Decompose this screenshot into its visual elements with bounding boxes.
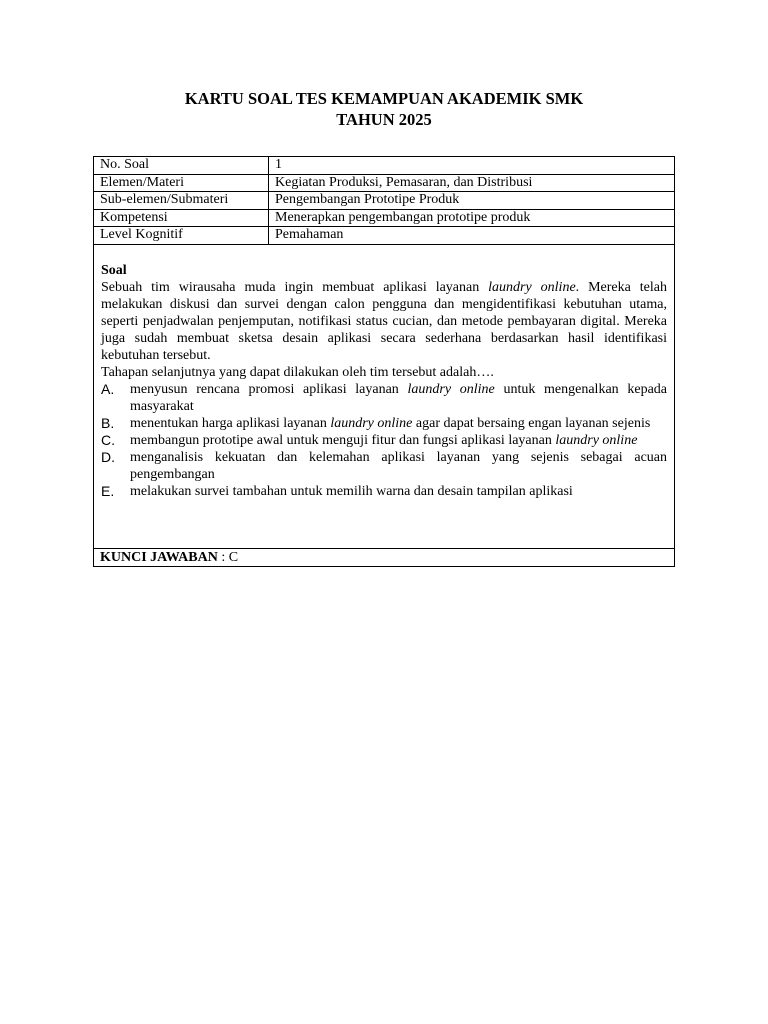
- option-text: agar dapat bersaing engan layanan sejenis: [412, 416, 651, 431]
- meta-label: Elemen/Materi: [94, 174, 269, 192]
- option-letter: E.: [101, 483, 115, 499]
- option-letter: D.: [101, 449, 115, 465]
- option-b: [101, 415, 667, 432]
- question-prompt: Tahapan selanjutnya yang dapat dilakukan oleh tim tersebut adalah….: [101, 365, 494, 380]
- answer-key-label: KUNCI JAWABAN: [100, 550, 218, 565]
- question-meta-table: [93, 156, 675, 245]
- option-letter: B.: [101, 415, 115, 431]
- option-letter: C.: [101, 432, 115, 448]
- meta-row-sub-elemen: [94, 192, 675, 210]
- meta-row-kompetensi: [94, 209, 675, 227]
- answer-key-value: C: [228, 550, 239, 565]
- meta-row-level-kognitif: [94, 227, 675, 245]
- meta-value: 1: [269, 157, 675, 175]
- meta-value: Pemahaman: [269, 227, 675, 245]
- meta-label: Sub-elemen/Submateri: [94, 192, 269, 210]
- option-c: [101, 432, 667, 449]
- answer-key-row: [93, 548, 675, 567]
- option-d: [101, 449, 667, 483]
- answer-key-separator: :: [217, 550, 229, 565]
- meta-label: Kompetensi: [94, 209, 269, 227]
- option-letter: A.: [101, 381, 115, 397]
- meta-label: Level Kognitif: [94, 227, 269, 245]
- title-line-1: KARTU SOAL TES KEMAMPUAN AKADEMIK SMK: [184, 89, 584, 108]
- question-stem: [101, 279, 667, 364]
- option-a: [101, 381, 667, 415]
- option-text: membangun prototipe awal untuk menguji fitur dan fungsi aplikasi layanan: [130, 433, 556, 448]
- meta-value: Kegiatan Produksi, Pemasaran, dan Distribusi: [269, 174, 675, 192]
- question-box: [93, 244, 675, 549]
- option-italic-term: laundry online: [330, 416, 413, 431]
- stem-text: . Mereka telah melakukan diskusi dan survei dengan calon pengguna dan mengidentifikasi kebutuhan utama, seperti penjadwalan penjemputan, notifikasi status cucian, dan metode pembayaran digital. Mereka juga sudah membuat sketsa desain aplikasi secara sederhana berdasarkan hasil identifikasi kebutuhan tersebut.: [101, 280, 667, 363]
- stem-italic-term: laundry online: [488, 280, 576, 295]
- option-e: [101, 483, 667, 500]
- meta-row-elemen: [94, 174, 675, 192]
- option-text: untuk mengenalkan kepada masyarakat: [130, 382, 667, 414]
- title-line-2: TAHUN 2025: [336, 110, 432, 129]
- document-title: [0, 88, 768, 130]
- option-text: menganalisis kekuatan dan kelemahan aplikasi layanan yang sejenis sebagai acuan pengembangan: [130, 450, 667, 482]
- option-text: menentukan harga aplikasi layanan: [130, 416, 331, 431]
- meta-value: Pengembangan Prototipe Produk: [269, 192, 675, 210]
- meta-row-no-soal: [94, 157, 675, 175]
- option-text: melakukan survei tambahan untuk memilih warna dan desain tampilan aplikasi: [130, 484, 573, 499]
- meta-value: Menerapkan pengembangan prototipe produk: [269, 209, 675, 227]
- option-italic-term: laundry online: [555, 433, 638, 448]
- stem-text: Sebuah tim wirausaha muda ingin membuat aplikasi layanan: [101, 280, 489, 295]
- answer-options: [101, 381, 667, 500]
- option-text: menyusun rencana promosi aplikasi layanan: [130, 382, 408, 397]
- meta-label: No. Soal: [94, 157, 269, 175]
- option-italic-term: laundry online: [407, 382, 495, 397]
- question-heading: Soal: [101, 263, 127, 278]
